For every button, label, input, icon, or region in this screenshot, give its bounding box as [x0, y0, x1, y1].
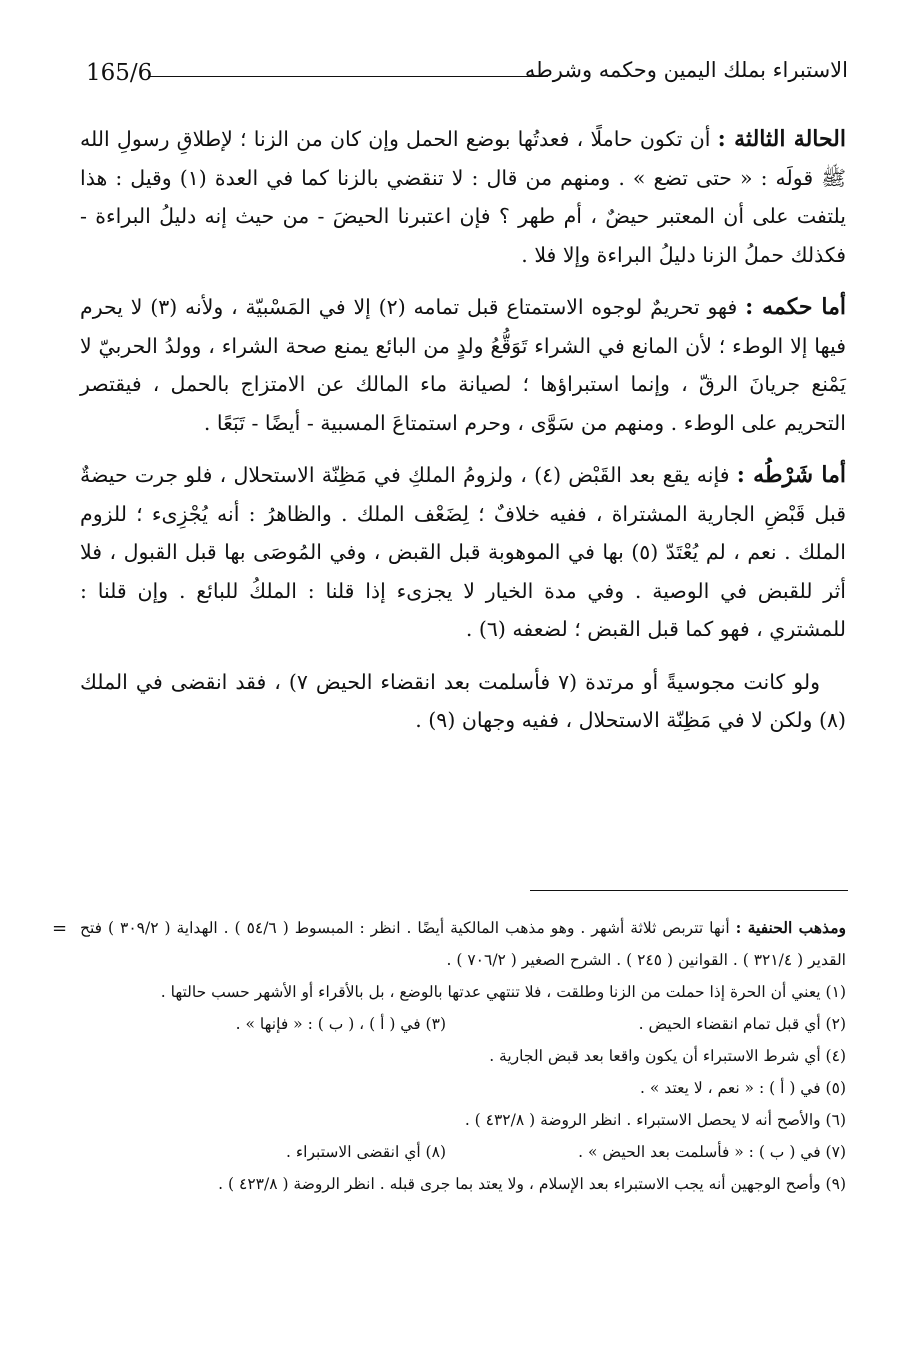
footnote-3: (٣) في ( أ ) ، ( ب ) : « فإنها » . [235, 1015, 446, 1033]
running-title: الاستبراء بملك اليمين وحكمه وشرطه [524, 58, 848, 82]
paragraph-text: ولو كانت مجوسيةً أو مرتدة (٧ فأسلمت بعد انقضاء الحيض ٧) ، فقد انقضى في الملك (٨) ولكن لا في مَظِنّة الاستحلال ، ففيه وجهان (٩) . [80, 669, 846, 732]
footnote-row-7-8 [80, 1136, 846, 1168]
paragraph-ruling [80, 288, 846, 442]
paragraph-text: فإنه يقع بعد القَبْض (٤) ، ولزومُ الملكِ في مَظِنّة الاستحلال ، فلو جرت حيضةٌ قبل قَبْضِ الجارية المشتراة ، ففيه خلافٌ ؛ لِضَعْف الملك . والظاهرُ : أنه يُجْزِىء ؛ للزوم الملك . نعم ، لم يُعْتَدّ (٥) بها في الموهوبة قبل القبض ، وفي المُوصَى بها قبل القبول ، فلا أثر للقبض في الوصية . وفي مدة الخيار لا يجزىء إذا قلنا : الملكُ للبائع . وإن قلنا : للمشتري ، فهو كما قبل القبض ؛ لضعفه (٦) . [80, 463, 846, 641]
paragraph-text: فهو تحريمٌ لوجوه الاستمتاع قبل تمامه (٢) إلا في المَسْبيّة ، ولأنه (٣) لا يحرم فيها إلا الوطء ؛ لأن المانع في الشراء تَوَقُّعُ ولدٍ من البائع يمنع صحة الشراء ، وولدُ الحربيّ لا يَمْنع جريانَ الرقّ ، وإنما استبراؤها ؛ لصيانة ماء المالك عن الامتزاج بالحمل ، فيقتصر التحريم على الوطء . ومنهم من سَوَّى ، وحرم استمتاعَ المسبية - أيضًا - تَبَعًا . [80, 295, 846, 435]
footnote-1: (١) يعني أن الحرة إذا حملت من الزنا وطلقت ، فلا تنتهي عدتها بالوضع ، بل بالأقراء أو الأشهر حسب حالتها . [160, 983, 846, 1001]
paragraph-conversion [80, 663, 846, 740]
paragraph-heading: الحالة الثالثة : [717, 126, 846, 152]
running-header [86, 58, 848, 92]
page-number: 165/6 [86, 60, 153, 86]
paragraph-third-case [80, 120, 846, 274]
footnote-4: (٤) أي شرط الاستبراء أن يكون واقعا بعد قبض الجارية . [489, 1047, 846, 1065]
paragraph-condition [80, 456, 846, 649]
footnote-2: (٢) أي قبل تمام انقضاء الحيض . [638, 1015, 846, 1033]
footnote-9: (٩) وأصح الوجهين أنه يجب الاستبراء بعد الإسلام ، ولا يعتد بما جرى قبله . انظر الروضة ( ٤٢٣/٨ ) . [218, 1175, 846, 1193]
paragraph-heading: أما شَرْطُه : [736, 462, 846, 488]
footnote-heading: ومذهب الحنفية : [735, 918, 846, 937]
footnote-continuation [80, 912, 846, 976]
footnote-text: أنها تتربص ثلاثة أشهر . وهو مذهب المالكية أيضًا . انظر : المبسوط ( ٥٤/٦ ) . الهداية ( ٣٠٩/٢ ) فتح القدير ( ٣٢١/٤ ) . القوانين ( ٢٤٥ ) . الشرح الصغير ( ٧٠٦/٢ ) . [80, 919, 846, 969]
footnotes [52, 912, 846, 1200]
paragraph-text: أن تكون حاملًا ، فعدتُها بوضع الحمل وإن كان من الزنا ؛ لإطلاقِ رسولِ الله ﷺ قولَه : « حتى تضع » . ومنهم من قال : لا تنقضي بالزنا كما في العدة (١) وقيل : هذا يلتفت على أن المعتبر حيضٌ ، أم طهر ؟ فإن اعتبرنا الحيضَ - من حيث إنه دليلُ البراءة - فكذلك حملُ الزنا دليلُ البراءة وإلا فلا . [80, 127, 846, 267]
footnote-5: (٥) في ( أ ) : « نعم ، لا يعتد » . [640, 1079, 846, 1097]
paragraph-heading: أما حكمه : [745, 294, 846, 320]
footnote-8: (٨) أي انقضى الاستبراء . [286, 1143, 446, 1161]
main-text [80, 120, 846, 754]
header-rule [148, 76, 548, 77]
continuation-mark: = [52, 918, 68, 939]
footnote-row-2-3 [80, 1008, 846, 1040]
footnote-7: (٧) في ( ب ) : « فأسلمت بعد الحيض » . [578, 1143, 846, 1161]
footnote-6: (٦) والأصح أنه لا يحصل الاستبراء . انظر الروضة ( ٤٣٢/٨ ) . [464, 1111, 846, 1129]
footnote-separator [530, 890, 848, 891]
